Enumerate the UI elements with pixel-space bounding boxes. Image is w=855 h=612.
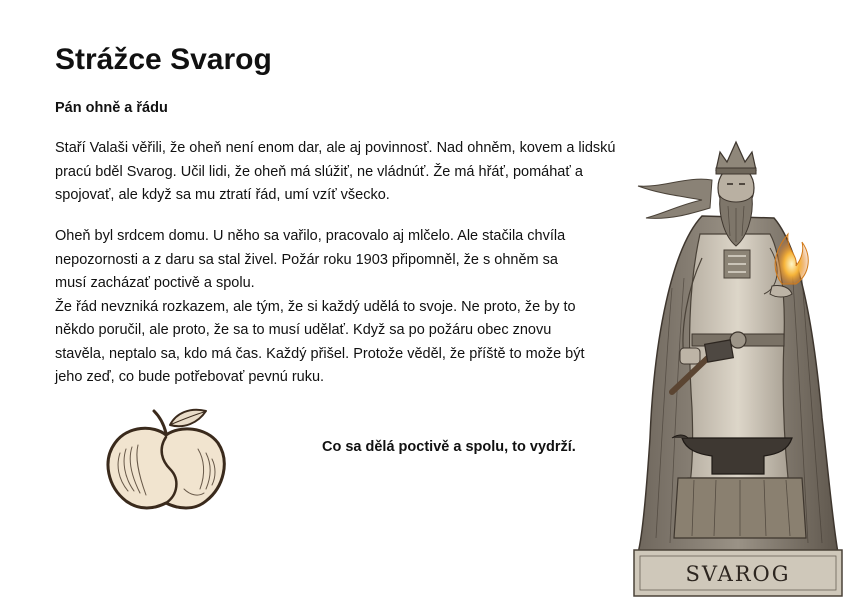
paragraph-2 <box>55 225 655 390</box>
closing-quote: Co sa dělá poctivě a spolu, to vydrží. <box>322 439 576 455</box>
paragraph-2-line: někdo poručil, ale proto, že sa to musí udělať. Když sa po požáru obec znovu <box>55 322 552 338</box>
svarog-statue-illustration <box>632 138 844 598</box>
page-subtitle: Pán ohně a řádu <box>55 100 168 116</box>
paragraph-2-line: jeho zeď, co bude potřebovať pevnú ruku. <box>55 369 325 385</box>
paragraph-2-line: nepozornosti a z daru sa stal živel. Požár roku 1903 připomněl, že s ohněm sa <box>55 251 558 268</box>
statue-caption: SVAROG <box>685 562 791 586</box>
paragraph-1-line: pracú bděl Svarog. Učil lidi, že oheň má slúžiť, ne vládnúť. Že má hřáť, pomáhať a <box>55 163 583 180</box>
paragraph-2-line: Že řád nevzniká rozkazem, ale tým, že si každý udělá to svoje. Ne proto, že by to <box>55 298 576 315</box>
paragraph-1-line: Staří Valaši věřili, že oheň není enom dar, ale aj povinnosť. Nad ohněm, kovem a lidskú <box>55 140 616 156</box>
paragraph-1 <box>55 137 655 208</box>
paragraph-2-line: stavěla, neptalo sa, kdo má čas. Každý přišel. Protože věděl, že příště to može být <box>55 345 585 362</box>
paragraph-2-line: Oheň byl srdcem domu. U něho sa vařilo, pracovalo aj mlčelo. Ale stačila chvíla <box>55 228 566 244</box>
paragraph-2-line: musí zacházať poctivě a spolu. <box>55 275 255 291</box>
page-title: Strážce Svarog <box>55 43 272 76</box>
apple-illustration <box>98 403 238 515</box>
paragraph-1-line: spojovať, ale když sa mu ztratí řád, umí vzíť všecko. <box>55 187 390 203</box>
